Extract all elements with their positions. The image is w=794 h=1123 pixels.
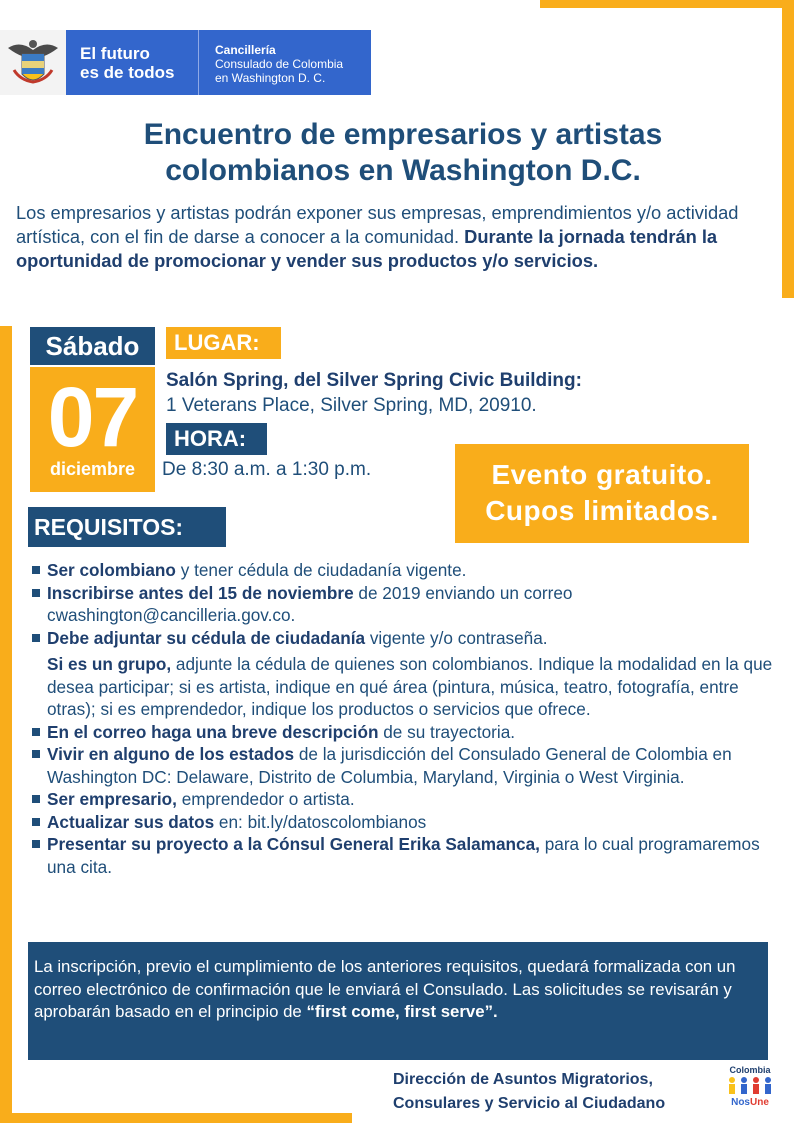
item-text: vigente y/o contraseña. xyxy=(365,627,548,648)
footer-line-2: Consulares y Servicio al Ciudadano xyxy=(393,1095,666,1112)
slogan-line-2: es de todos xyxy=(80,63,175,82)
item-text: de 2019 enviando un correo cwashington@cancilleria.gov.co. xyxy=(47,582,573,625)
footer-department xyxy=(393,1068,723,1116)
entity-line-2: Consulado de Colombia xyxy=(215,57,344,71)
weekday-badge: Sábado xyxy=(30,327,155,365)
bullet-icon xyxy=(32,634,40,642)
bullet-icon xyxy=(32,566,40,574)
slogan xyxy=(80,44,174,82)
bullet-icon xyxy=(32,795,40,803)
bullet-icon xyxy=(32,750,40,758)
logo-une: Une xyxy=(750,1097,769,1108)
frame-bar-top xyxy=(540,0,794,8)
item-bold: Presentar su proyecto a la Cónsul General Erika Salamanca, xyxy=(47,834,540,854)
footer-line-1: Dirección de Asuntos Migratorios, xyxy=(393,1071,653,1088)
list-item xyxy=(32,811,782,834)
item-bold: Ser colombiano xyxy=(47,560,176,580)
venue-name: Salón Spring, del Silver Spring Civic Building: xyxy=(166,370,582,391)
date-month: diciembre xyxy=(49,459,136,479)
item-text: adjunte la cédula de quienes son colombianos. Indique la modalidad en la que desea participar; si es artista, indique en qué área (pintura, música, teatro, fotografía, entre otras); si es emprendedor, indique los productos o servicios que ofrece. xyxy=(47,654,773,719)
title-line-2: colombianos en Washington D.C. xyxy=(165,154,641,187)
free-event-badge xyxy=(455,444,749,543)
venue-address: 1 Veterans Place, Silver Spring, MD, 20910. xyxy=(166,395,537,416)
bullet-icon xyxy=(32,818,40,826)
logo-bottom-text xyxy=(724,1097,776,1108)
free-event-line-1: Evento gratuito. xyxy=(491,459,713,490)
list-item xyxy=(32,559,782,582)
item-text: para lo cual programaremos una cita. xyxy=(47,834,760,877)
logo-nos: Nos xyxy=(731,1097,750,1108)
coat-of-arms-logo xyxy=(0,30,66,95)
page-title xyxy=(60,117,746,189)
frame-bar-bottom xyxy=(0,1113,352,1123)
item-bold: Actualizar sus datos xyxy=(47,811,215,832)
title-line-1: Encuentro de empresarios y artistas xyxy=(143,118,663,151)
date-box xyxy=(30,367,155,492)
item-bold: En el correo haga una breve descripción xyxy=(47,721,379,742)
free-event-line-2: Cupos limitados. xyxy=(485,495,719,526)
list-item xyxy=(32,743,782,788)
people-icon xyxy=(726,1076,774,1096)
requirements-list xyxy=(32,559,782,878)
bullet-icon xyxy=(32,589,40,597)
entity-block xyxy=(198,30,371,95)
list-item xyxy=(32,649,782,721)
intro-bold-text: Durante la jornada tendrán la oportunidad de promocionar y vender sus productos y/o servicios. xyxy=(16,226,718,271)
intro-paragraph xyxy=(16,201,776,273)
frame-bar-right xyxy=(782,0,794,298)
venue-block xyxy=(166,368,582,418)
slogan-line-1: El futuro xyxy=(80,44,150,63)
item-bold: Inscribirse antes del 15 de noviembre xyxy=(47,582,354,603)
item-text: y tener cédula de ciudadanía vigente. xyxy=(175,560,467,580)
list-item xyxy=(32,627,782,650)
intro-text: Los empresarios y artistas podrán exponer sus empresas, emprendimientos y/o actividad artística, con el fin de darse a conocer a la comunidad. xyxy=(16,202,739,247)
list-item xyxy=(32,721,782,744)
bullet-icon xyxy=(32,840,40,848)
item-text: de la jurisdicción del Consulado General de Colombia en Washington DC: Delaware, Distrito de Columbia, Maryland, Virginia o West Virginia. xyxy=(47,744,732,787)
bullet-icon xyxy=(32,728,40,736)
event-time: De 8:30 a.m. a 1:30 p.m. xyxy=(162,459,372,480)
item-text: emprendedor o artista. xyxy=(176,789,355,809)
slogan-block xyxy=(66,30,198,95)
colombia-nos-une-logo xyxy=(724,1065,776,1111)
item-bold: Ser empresario, xyxy=(47,789,177,809)
date-day: 07 xyxy=(47,370,138,464)
entity-line-1: Cancillería xyxy=(215,43,276,57)
notice-text: La inscripción, previo el cumplimiento de los anteriores requisitos, quedará formalizada con un correo electrónico de confirmación que le enviará el Consulado. Las solicitudes se revisarán y aprobarán basado en el principio de xyxy=(34,957,736,1021)
list-item xyxy=(32,833,782,878)
hora-label: HORA: xyxy=(166,423,267,455)
list-item xyxy=(32,582,782,627)
item-bold: Si es un grupo, xyxy=(47,654,172,674)
registration-notice xyxy=(28,942,768,1060)
requirements-heading: REQUISITOS: xyxy=(28,507,226,547)
lugar-label: LUGAR: xyxy=(166,327,281,359)
entity-name xyxy=(215,43,343,85)
item-text: de su trayectoria. xyxy=(378,721,516,742)
frame-bar-left xyxy=(0,326,12,1123)
list-item xyxy=(32,788,782,811)
item-bold: Vivir en alguno de los estados xyxy=(47,744,295,764)
item-text: en: bit.ly/datoscolombianos xyxy=(214,811,427,832)
notice-bold-text: “first come, first serve”. xyxy=(306,1002,498,1021)
entity-line-3: en Washington D. C. xyxy=(215,71,326,85)
coat-of-arms-icon xyxy=(0,30,66,95)
logo-top-text: Colombia xyxy=(729,1065,771,1075)
item-bold: Debe adjuntar su cédula de ciudadanía xyxy=(47,627,366,648)
